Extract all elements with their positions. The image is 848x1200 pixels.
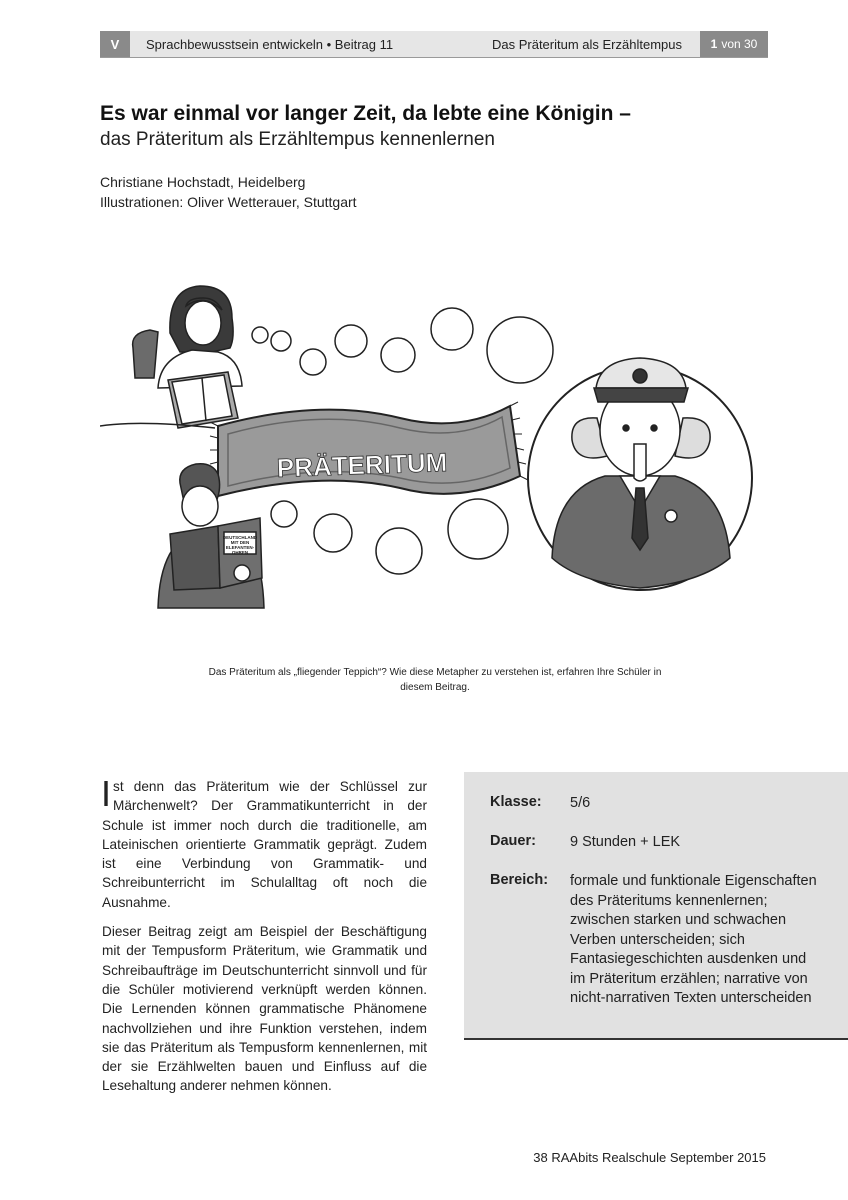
bereich-value: formale und funktionale Eigenschaften des Präteritums kennenlernen; zwischen starken und schwachen Verben unterscheiden; sich Fantasiegeschichten ausdenken und im Präteritum erzählen; narrative von nicht-narrativen Texten unterscheiden	[570, 873, 817, 1006]
topic-title: Das Präteritum als Erzähltempus	[491, 37, 682, 52]
intro-text	[101, 773, 427, 1106]
illustrator: Illustrationen: Oliver Wetterauer, Stuttgart	[100, 194, 357, 210]
page-footer: 38 RAAbits Realschule September 2015	[533, 1150, 766, 1165]
flying-carpet-illustration	[100, 278, 768, 658]
carpet-label: PRÄTERITUM	[276, 447, 448, 483]
book-cover-text: DEUTSCHLAND	[222, 535, 258, 540]
info-box	[464, 772, 848, 1040]
series-title: Sprachbewusstsein entwickeln • Beitrag 11	[146, 37, 394, 52]
page-header	[100, 31, 768, 58]
intro-paragraph-1-text: st denn das Präteritum wie der Schlüssel zur Märchenwelt? Der Grammatikunterricht in der Schule ist immer noch durch die traditionelle, am Lateinischen orientierte Grammatik geprägt. Zudem ist eine Verbindung von Grammatik- und Schreibunterricht im Schulalltag oft noch die Ausnahme.	[102, 779, 427, 910]
dauer-value: 9 Stunden + LEK	[570, 834, 681, 850]
dauer-label: Dauer:	[490, 833, 536, 849]
intro-paragraph-1	[101, 773, 427, 912]
page-title: Es war einmal vor langer Zeit, da lebte eine Königin –	[100, 102, 631, 125]
illustration-caption: Das Präteritum als „fliegender Teppich“? Wie diese Metapher zu verstehen ist, erfahren Ihre Schüler in diesem Beitrag.	[208, 667, 662, 693]
section-badge: V	[100, 31, 130, 57]
book-cover-text: MIT DEN	[230, 540, 250, 545]
author-block	[100, 172, 357, 212]
book-cover-text: ELEFANTEN-	[225, 545, 255, 550]
page-total: von 30	[721, 37, 758, 51]
bereich-label: Bereich:	[490, 872, 549, 888]
drop-cap: I	[101, 773, 112, 814]
page-subtitle: das Präteritum als Erzähltempus kennenlernen	[100, 129, 495, 150]
page-indicator	[700, 31, 768, 57]
klasse-label: Klasse:	[490, 794, 542, 810]
klasse-value: 5/6	[570, 795, 591, 811]
book-cover-text: OHREN	[231, 550, 249, 555]
author: Christiane Hochstadt, Heidelberg	[100, 174, 306, 190]
page-number: 1	[710, 37, 718, 51]
intro-paragraph-2: Dieser Beitrag zeigt am Beispiel der Beschäftigung mit der Tempusform Präteritum, wie Grammatik und Schreibaufträge im Deutschunterricht sinnvoll und für die Schüler motivierend verknüpft werden können. Die Lernenden können grammatische Phänomene nachvollziehen und ihre Funktion verstehen, indem sie das Präteritum als Tempusform kennenlernen, mit der sie Erzählwelten bauen und Einfluss auf die Lesehaltung anderer nehmen können.	[102, 924, 427, 1094]
